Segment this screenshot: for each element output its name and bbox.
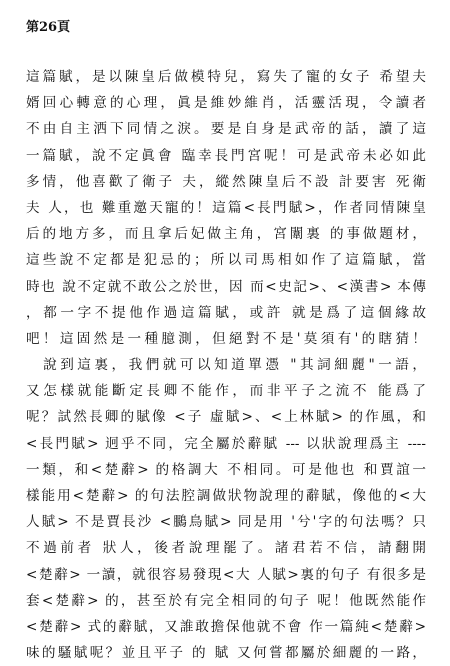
text-line: 套<楚辭> 的，甚至於有完全相同的句子 呢！他既然能作 <box>26 592 426 609</box>
text-line: <楚辭> 一讀，就很容易發現<大 人賦>裏的句子 有很多是 <box>26 566 426 583</box>
text-line: 說到這裏，我們就可以知道單憑 "其詞細麗"一語， <box>26 357 426 374</box>
text-line: 這篇賦，是以陳皇后做模特兒，寫失了寵的女子 希望夫 <box>26 69 426 85</box>
text-line: 婿回心轉意的心理，眞是維妙維肖，活靈活現，令讀者 <box>26 95 426 112</box>
text-line: 后的地方多，而且拿后妃做主角，宮闈裏 的事做題材， <box>26 226 426 243</box>
text-line: 時也 說不定就不敢公之於世，因 而<史記>、<漢書> 本傳 <box>26 278 426 295</box>
text-line: 這些說不定都是犯忌的；所以司馬相如作了這篇賦，當 <box>26 252 426 269</box>
body-text <box>26 64 426 666</box>
text-line: 樣能用<楚辭> 的句法腔調做狀物說理的辭賦，像他的<大 <box>26 488 426 504</box>
text-line: 一篇賦，說不定眞會 臨幸長門宮呢！可是武帝未必如此 <box>26 147 426 164</box>
text-line: 味的騷賦呢？並且平子 的 賦 又何嘗都屬於細麗的一路， <box>26 645 426 662</box>
text-line: <長門賦> 迥乎不同，完全屬於辭賦 --- 以狀說理爲主 ---- <box>26 435 426 452</box>
text-line: 人賦> 不是賈長沙 <鵩鳥賦> 同是用 '兮'字的句法嗎？只 <box>26 514 426 531</box>
text-line: ，都一字不提他作過這篇賦，或許 就是爲了這個緣故 <box>26 304 426 321</box>
text-line: 又怎樣就能斷定長卿不能作，而非平子之流不 能爲了 <box>26 383 426 400</box>
text-line: 不由自主洒下同情之淚。要是自身是武帝的話，讀了這 <box>26 121 426 138</box>
text-line: 多情，他喜歡了衛子 夫，縱然陳皇后不設 計要害 死衛 <box>26 173 426 190</box>
text-line: 吧！這固然是一種臆測，但絕對不是'莫須有'的瞎猜！ <box>26 330 426 347</box>
text-line: 夫 人，也 難重邀天寵的！這篇<長門賦>，作者同情陳皇 <box>26 199 426 216</box>
page-number-header: 第26頁 <box>26 20 71 35</box>
text-line: 呢？試然長卿的賦像 <子 虛賦>、<上林賦> 的作風，和 <box>26 409 426 426</box>
text-line: 一類，和<楚辭> 的格調大 不相同。可是他也 和賈誼一 <box>26 461 426 478</box>
text-line: <楚辭> 式的辭賦，又誰敢擔保他就不會 作一篇純<楚辭> <box>26 618 426 635</box>
text-line: 不過前者 狀人，後者說理罷了。諸君若不信，請翻開 <box>26 540 426 557</box>
